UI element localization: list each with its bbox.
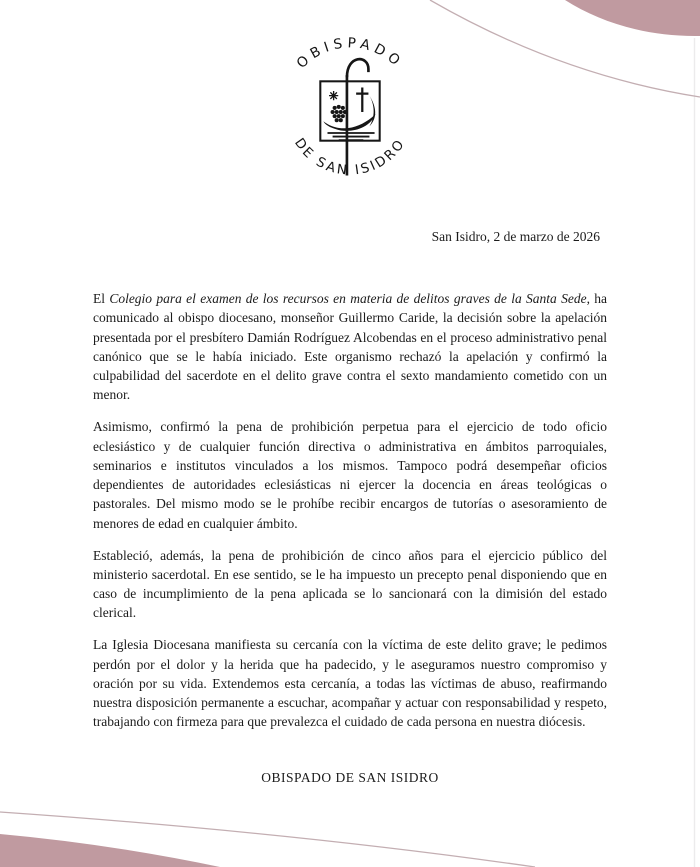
paragraph-victim-support: La Iglesia Diocesana manifiesta su cercanía con la víctima de este delito grave; le pedimos perdón por el dolor y la herida que ha padecido, y le aseguramos nuestro compromiso y oración por su vida. Extendemos esta cercanía, a todas las víctimas de abuso, reafirmando nuestra disposición permanente a escuchar, acompañar y actuar con responsabilidad y respeto, trabajando con firmeza para que prevalezca el cuidado de cada persona en nuestra diócesis. xyxy=(93,637,607,730)
paragraph-decision-rest: , ha comunicado al obispo diocesano, monseñor Guillermo Caride, la decisión sobre la apelación presentada por el presbítero Damián Rodríguez Alcobendas en el proceso administrativo penal canónico que se le había iniciado. Este organismo rechazó la apelación y confirmó la culpabilidad del sacerdote en el delito grave contra el sexto mandamiento cometido con un menor. xyxy=(93,291,608,403)
paragraph-decision xyxy=(93,289,607,405)
waves-icon xyxy=(327,133,374,140)
seal-top-text: OBISPADO xyxy=(293,35,407,72)
diocese-seal-logo xyxy=(263,24,437,198)
paragraph-decision-italic-title: Colegio para el examen de los recursos en materia de delitos graves de la Santa Sede xyxy=(109,291,587,306)
star-icon xyxy=(329,91,338,100)
letter-body xyxy=(93,289,607,744)
cross-icon xyxy=(356,87,368,112)
paragraph-decision-lead: El xyxy=(93,291,110,306)
corner-arc-line-bottom-left xyxy=(0,812,535,867)
corner-arc-line-top-right xyxy=(430,0,700,97)
paragraph-five-year-penalty: Estableció, además, la pena de prohibición de cinco años para el ejercicio público del ministerio sacerdotal. En ese sentido, se le ha impuesto un precepto penal disponiendo que en caso de incumplimiento de la pena aplicada se lo sancionará con la dimisión del estado clerical. xyxy=(93,547,607,621)
crozier-icon xyxy=(347,59,368,175)
seal-bottom-text: DE SAN ISIDRO xyxy=(291,135,409,179)
corner-decoration-top-right xyxy=(565,0,700,36)
seal-emblem-frame xyxy=(320,81,379,140)
grapes-icon xyxy=(331,105,347,122)
corner-decoration-bottom-left xyxy=(0,834,220,867)
dateline: San Isidro, 2 de marzo de 2026 xyxy=(431,229,600,244)
letter-footer: OBISPADO DE SAN ISIDRO xyxy=(261,770,439,785)
paragraph-perpetual-penalty: Asimismo, confirmó la pena de prohibición perpetua para el ejercicio de todo oficio eclesiástico y de cualquier función directiva o administrativa en ámbitos parroquiales, seminarios e institutos vinculados a los mismos. Tampoco podrá desempeñar oficios dependientes de autoridades eclesiásticas ni ejercer la docencia en áreas teológicas o pastorales. Del mismo modo se le prohíbe recibir encargos de tutorías o asesoramiento de menores de edad en cualquier ámbito. xyxy=(93,419,607,531)
